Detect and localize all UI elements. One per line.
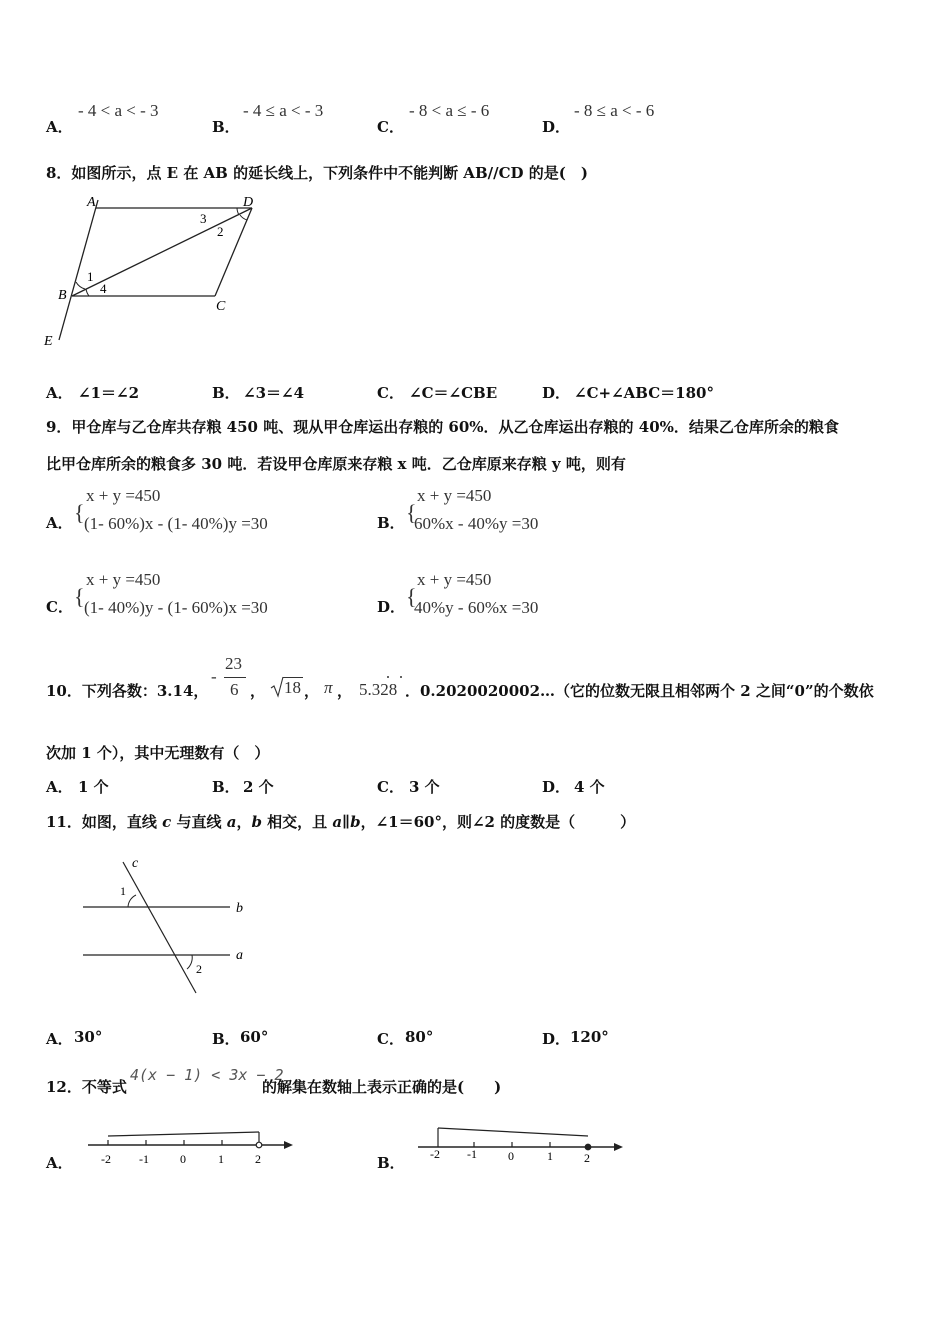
q11-stem-parallel: a∥b	[332, 813, 361, 831]
q8-label-2: 2	[217, 224, 224, 239]
q12a-arrow	[284, 1141, 293, 1149]
q10-sep2: ，	[304, 682, 320, 700]
q9-option-c-eq1: x + y =450	[86, 570, 161, 589]
q7-option-d-label: D．	[542, 118, 571, 136]
q8-label-e: E	[44, 334, 53, 349]
q8-label-a: A	[87, 195, 96, 210]
q10-sqrt-sign	[270, 676, 284, 698]
q11-arc-angle-1	[128, 895, 136, 907]
q12a-tick-label: 2	[255, 1152, 261, 1166]
q11-stem-d: ，∠1＝60°，则∠2 的度数是（ ）	[360, 813, 636, 831]
q10-sqrt-value: 18	[284, 678, 301, 697]
q11-label-2: 2	[196, 962, 202, 976]
q11-stem-line-a: a	[226, 813, 237, 831]
q8-option-b-text: ∠3＝∠4	[243, 384, 305, 402]
q7-option-c-expr: - 8 < a ≤ - 6	[409, 101, 490, 120]
q9-option-c-brace: {	[74, 584, 85, 609]
q10-prefix: 10．下列各数：3.14，	[46, 682, 209, 700]
q10-repeat-dot-2	[400, 676, 402, 678]
q11-option-a-text: 30°	[74, 1028, 103, 1046]
q8-option-c-label: C．	[377, 384, 404, 402]
q8-option-a-label: A．	[46, 384, 73, 402]
q7-option-b-expr: - 4 ≤ a < - 3	[243, 101, 324, 120]
q10-rest: ．0.2020020002…（它的位数无限且相邻两个 2 之间“0”的个数依	[405, 682, 874, 700]
q8-option-d-label: D．	[542, 384, 571, 402]
q7-option-a-label: A．	[46, 118, 73, 136]
q12b-tick-label: 0	[508, 1149, 514, 1163]
q9-option-d-eq1: x + y =450	[417, 570, 492, 589]
q10-repeating-decimal: 5.328	[359, 680, 398, 699]
q10-option-a-label: A．	[46, 778, 73, 796]
q12b-arrow	[614, 1143, 623, 1151]
q7-option-b-label: B．	[212, 118, 240, 136]
q11-stem-comma: ，	[236, 813, 252, 831]
q12-stem-a: 12．不等式	[46, 1078, 127, 1096]
q11-stem	[46, 811, 635, 832]
q12b-tick-label: -2	[430, 1147, 440, 1161]
q8-arc-angle-1	[76, 282, 85, 289]
q12a-tick-label: 0	[180, 1152, 186, 1166]
q11-stem-b: 与直线	[171, 813, 227, 831]
q10-option-b-label: B．	[212, 778, 240, 796]
q12a-endpoint	[256, 1142, 262, 1148]
q11-label-1: 1	[120, 884, 126, 898]
q10-pi: π	[324, 678, 333, 697]
q11-label-b: b	[236, 901, 243, 916]
q8-option-b-label: B．	[212, 384, 240, 402]
q9-option-d-label: D．	[377, 598, 406, 616]
q10-fraction-sign: -	[211, 667, 217, 686]
q8-arc-angle-4	[86, 289, 89, 296]
q9-option-c-eq2: (1- 40%)y - (1- 60%)x =30	[84, 598, 268, 617]
q9-option-d-eq2: 40%y - 60%x =30	[414, 598, 539, 617]
q12-option-a-label: A．	[46, 1154, 73, 1172]
q11-parallel-lines-figure	[78, 850, 258, 1000]
q10-fraction-numerator: 23	[225, 654, 242, 673]
q8-label-4: 4	[100, 281, 107, 296]
q9-option-b-brace: {	[406, 500, 417, 525]
q12-inequality: 4(x − 1) < 3x − 2	[130, 1066, 284, 1084]
q9-option-b-label: B．	[377, 514, 405, 532]
q10-option-c-text: 3 个	[409, 778, 440, 796]
q8-line-bd	[72, 208, 252, 296]
q12-option-b-number-line	[410, 1120, 625, 1168]
q12b-endpoint	[585, 1144, 591, 1150]
q10-option-d-text: 4 个	[574, 778, 605, 796]
q11-stem-c-part: 相交，且	[261, 813, 333, 831]
q11-stem-line-b: b	[251, 813, 262, 831]
q10-fraction-denominator: 6	[230, 680, 239, 699]
q10-option-b-text: 2 个	[243, 778, 274, 796]
q8-arc-angle-3	[237, 208, 239, 215]
q12a-tick-label: -1	[139, 1152, 149, 1166]
q12b-solution-line	[438, 1128, 588, 1136]
q10-fraction-bar	[224, 677, 246, 678]
q8-option-c-text: ∠C＝∠CBE	[409, 384, 498, 402]
q11-option-b-label: B．	[212, 1030, 240, 1048]
q8-label-d: D	[243, 195, 254, 210]
q11-stem-a: 11．如图，直线	[46, 813, 163, 831]
q10-sep1: ，	[250, 682, 266, 700]
q7-option-c-label: C．	[377, 118, 404, 136]
q9-option-a-eq1: x + y =450	[86, 486, 161, 505]
q8-option-a-text: ∠1＝∠2	[78, 384, 140, 402]
q7-option-d-expr: - 8 ≤ a < - 6	[574, 101, 655, 120]
q12a-solution-line	[108, 1132, 259, 1136]
q12a-tick-label: -2	[101, 1152, 111, 1166]
q10-option-a-text: 1 个	[78, 778, 109, 796]
q9-option-b-eq2: 60%x - 40%y =30	[414, 514, 539, 533]
q8-line-dc	[215, 208, 252, 296]
q9-option-c-label: C．	[46, 598, 73, 616]
q11-option-c-text: 80°	[405, 1028, 434, 1046]
q11-option-d-text: 120°	[570, 1028, 609, 1046]
q8-label-c: C	[216, 299, 226, 314]
q12-option-a-number-line	[80, 1124, 295, 1172]
q8-parallelogram-figure	[40, 190, 270, 352]
q9-option-a-brace: {	[74, 500, 85, 525]
q8-arc-angle-2	[240, 215, 247, 220]
q8-stem: 8．如图所示，点 E 在 AB 的延长线上，下列条件中不能判断 AB//CD 的是( )	[46, 164, 588, 182]
q11-option-b-text: 60°	[240, 1028, 269, 1046]
q8-label-1: 1	[87, 269, 94, 284]
q11-stem-c: c	[162, 813, 172, 831]
q10-stem-line2: 次加 1 个），其中无理数有（ ）	[46, 744, 270, 762]
q8-option-d-text: ∠C+∠ABC＝180°	[574, 384, 714, 402]
q9-option-b-eq1: x + y =450	[417, 486, 492, 505]
q9-stem-line2: 比甲仓库所余的粮食多 30 吨．若设甲仓库原来存粮 x 吨．乙仓库原来存粮 y 吨，则有	[46, 455, 626, 473]
q8-label-b: B	[58, 288, 67, 303]
q12b-tick-label: 2	[584, 1151, 590, 1165]
q10-option-c-label: C．	[377, 778, 404, 796]
q8-label-3: 3	[200, 211, 207, 226]
q11-arc-angle-2	[187, 955, 192, 969]
q10-sep3: ，	[337, 682, 353, 700]
q9-stem-line1: 9．甲仓库与乙仓库共存粮 450 吨、现从甲仓库运出存粮的 60%．从乙仓库运出存粮的 40%．结果乙仓库所余的粮食	[46, 418, 839, 436]
q12b-tick-label: 1	[547, 1149, 553, 1163]
q9-option-a-label: A．	[46, 514, 73, 532]
q10-repeat-dot-1	[387, 676, 389, 678]
q12b-tick-label: -1	[467, 1147, 477, 1161]
q9-option-a-eq2: (1- 60%)x - (1- 40%)y =30	[84, 514, 268, 533]
q11-option-d-label: D．	[542, 1030, 571, 1048]
q11-option-a-label: A．	[46, 1030, 73, 1048]
q12-option-b-label: B．	[377, 1154, 405, 1172]
q9-option-d-brace: {	[406, 584, 417, 609]
q10-option-d-label: D．	[542, 778, 571, 796]
q11-label-c: c	[132, 856, 139, 871]
q12-stem-b: 的解集在数轴上表示正确的是( )	[262, 1078, 502, 1096]
q12a-tick-label: 1	[218, 1152, 224, 1166]
q11-line-c	[123, 862, 196, 993]
q11-option-c-label: C．	[377, 1030, 404, 1048]
q11-label-a: a	[236, 948, 243, 963]
q7-option-a-expr: - 4 < a < - 3	[78, 101, 159, 120]
